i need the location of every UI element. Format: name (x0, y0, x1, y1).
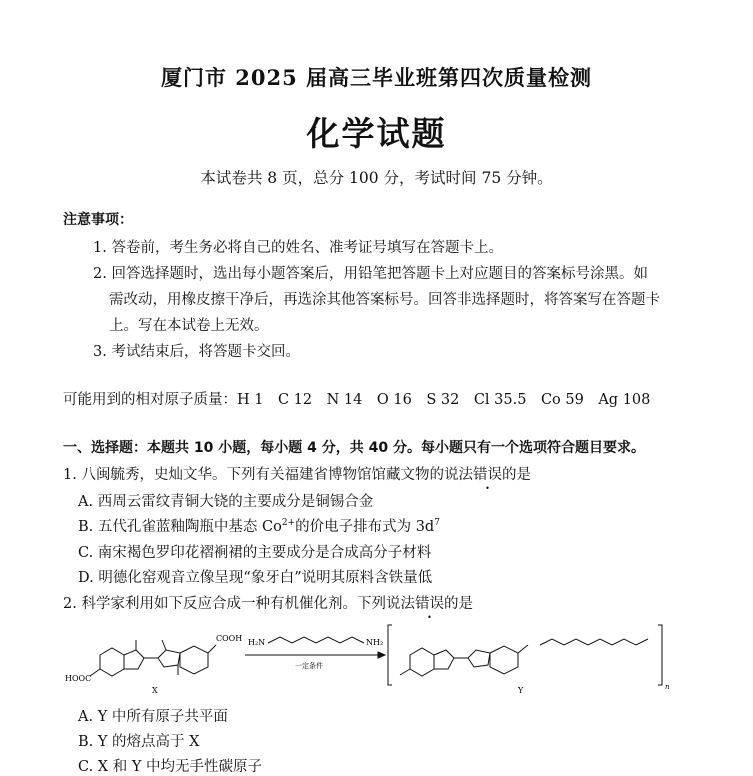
question-2-stem-prefix: 2. 科学家利用如下反应合成一种有机催化剂。下列说法 (63, 596, 415, 612)
question-1-option-d: D. 明德化窑观音立像呈现“象牙白”说明其原料含铁量低 (78, 570, 433, 586)
subscript-n: n (665, 683, 670, 691)
question-2-stem-suffix: 的是 (443, 596, 473, 612)
reagent-h2n: H₂N (248, 638, 266, 647)
cooh-group: COOH (216, 634, 243, 643)
question-1-option-b-superscript-2: 7 (434, 518, 440, 529)
notes-heading: 注意事项： (63, 212, 133, 228)
question-1-option-a: A. 西周云雷纹青铜大铙的主要成分是铜锡合金 (78, 494, 374, 510)
question-1-stem-prefix: 1. 八闽毓秀，史灿文华。下列有关福建省博物馆馆藏文物的说法 (63, 467, 473, 483)
atomic-masses: 可能用到的相对原子质量：H 1 C 12 N 14 O 16 S 32 Cl 35.5 Co 59 Ag 108 (63, 392, 651, 408)
question-2-option-b: B. Y 的熔点高于 X (78, 734, 200, 750)
question-2-emphasis: 错误 (414, 596, 444, 612)
notes-item-2-line-3: 上。写在本试卷上无效。 (109, 318, 269, 334)
exam-title: 厦门市 2025 届高三毕业班第四次质量检测 (160, 65, 593, 90)
label-x: X (152, 686, 158, 695)
structure-y (388, 625, 662, 685)
label-y: Y (518, 686, 524, 695)
notes-item-1: 1. 答卷前，考生务必将自己的姓名、准考证号填写在答题卡上。 (93, 240, 503, 256)
notes-item-2-line-1: 2. 回答选择题时，选出每小题答案后，用铅笔把答题卡上对应题目的答案标号涂黑。如 (93, 266, 648, 282)
section-1-heading: 一、选择题：本题共 10 小题，每小题 4 分，共 40 分。每小题只有一个选项符合题目要求。 (63, 440, 645, 456)
question-1-stem-suffix: 的是 (501, 467, 531, 483)
question-2-stem (63, 592, 473, 613)
exam-subtitle: 本试卷共 8 页，总分 100 分，考试时间 75 分钟。 (200, 169, 553, 187)
question-1-option-b-middle: 的价电子排布式为 3d (295, 519, 435, 535)
reaction-arrow (245, 652, 385, 658)
reaction-scheme (60, 613, 740, 698)
question-1-option-c: C. 南宋褐色罗印花褶裥裙的主要成分是合成高分子材料 (78, 545, 432, 561)
question-1-option-b-superscript: 2+ (281, 518, 296, 529)
reagent-nh2: NH₂ (366, 638, 384, 647)
question-1-option-b (78, 515, 440, 536)
notes-item-3: 3. 考试结束后，将答题卡交回。 (93, 344, 300, 360)
question-1-stem (63, 463, 531, 484)
subject-title: 化学试题 (306, 114, 447, 153)
structure-x (90, 640, 216, 676)
question-1-option-b-prefix: B. 五代孔雀蓝釉陶瓶中基态 Co (78, 519, 282, 535)
reaction-condition: 一定条件 (295, 662, 323, 670)
question-2-option-c: C. X 和 Y 中均无手性碳原子 (78, 759, 263, 775)
hooc-group: HOOC (65, 674, 92, 683)
reagent-chain (268, 637, 364, 643)
question-1-emphasis: 错误 (472, 467, 502, 483)
notes-item-2-line-2: 需改动，用橡皮擦干净后，再选涂其他答案标号。回答非选择题时，将答案写在答题卡 (109, 292, 660, 308)
question-2-option-a: A. Y 中所有原子共平面 (78, 709, 228, 725)
